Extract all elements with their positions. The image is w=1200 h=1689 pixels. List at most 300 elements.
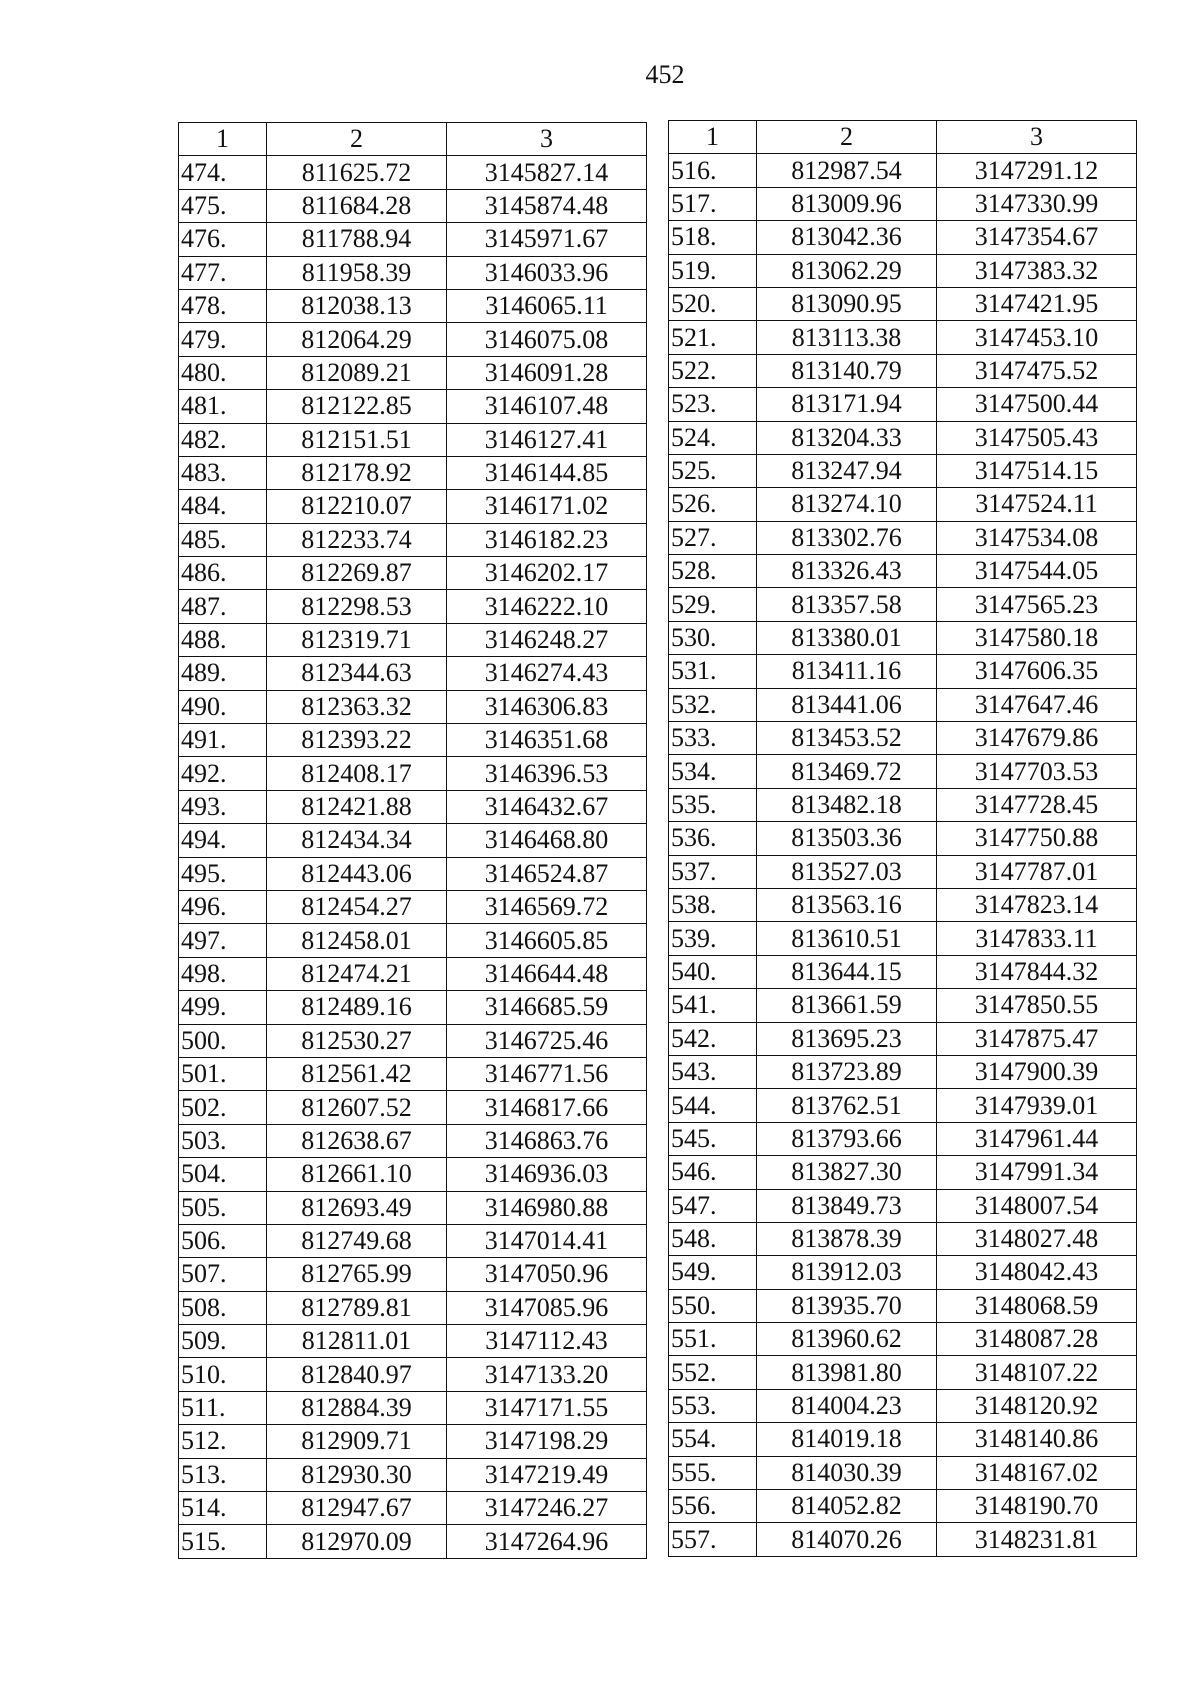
- x-coordinate-cell: 813793.66: [757, 1122, 937, 1155]
- coordinates-table-right: [668, 120, 1137, 1557]
- x-coordinate-cell: 812434.34: [267, 824, 447, 857]
- point-number-cell: 490.: [179, 690, 267, 723]
- table-row: [669, 989, 1137, 1022]
- table-row: [179, 1191, 647, 1224]
- x-coordinate-cell: 812210.07: [267, 490, 447, 523]
- y-coordinate-cell: 3148068.59: [937, 1289, 1137, 1322]
- x-coordinate-cell: 812811.01: [267, 1325, 447, 1358]
- y-coordinate-cell: 3146524.87: [447, 857, 647, 890]
- point-number-cell: 495.: [179, 857, 267, 890]
- y-coordinate-cell: 3147939.01: [937, 1089, 1137, 1122]
- column-header: 2: [757, 121, 937, 154]
- point-number-cell: 480.: [179, 356, 267, 389]
- column-header: 2: [267, 123, 447, 156]
- point-number-cell: 534.: [669, 755, 757, 788]
- point-number-cell: 550.: [669, 1289, 757, 1322]
- y-coordinate-cell: 3148231.81: [937, 1523, 1137, 1556]
- x-coordinate-cell: 812607.52: [267, 1091, 447, 1124]
- y-coordinate-cell: 3147823.14: [937, 888, 1137, 921]
- point-number-cell: 489.: [179, 657, 267, 690]
- table-row: [179, 1391, 647, 1424]
- point-number-cell: 540.: [669, 955, 757, 988]
- point-number-cell: 477.: [179, 256, 267, 289]
- table-row: [669, 254, 1137, 287]
- y-coordinate-cell: 3147330.99: [937, 187, 1137, 220]
- point-number-cell: 501.: [179, 1057, 267, 1090]
- table-row: [669, 1323, 1137, 1356]
- point-number-cell: 498.: [179, 957, 267, 990]
- x-coordinate-cell: 812930.30: [267, 1458, 447, 1491]
- y-coordinate-cell: 3147500.44: [937, 388, 1137, 421]
- y-coordinate-cell: 3146396.53: [447, 757, 647, 790]
- table-row: [669, 688, 1137, 721]
- y-coordinate-cell: 3147679.86: [937, 722, 1137, 755]
- y-coordinate-cell: 3146171.02: [447, 490, 647, 523]
- y-coordinate-cell: 3147264.96: [447, 1525, 647, 1558]
- table-row: [179, 456, 647, 489]
- table-row: [669, 321, 1137, 354]
- y-coordinate-cell: 3147844.32: [937, 955, 1137, 988]
- point-number-cell: 478.: [179, 289, 267, 322]
- table-row: [179, 189, 647, 222]
- x-coordinate-cell: 812443.06: [267, 857, 447, 890]
- y-coordinate-cell: 3147475.52: [937, 354, 1137, 387]
- x-coordinate-cell: 812064.29: [267, 323, 447, 356]
- x-coordinate-cell: 812693.49: [267, 1191, 447, 1224]
- point-number-cell: 483.: [179, 456, 267, 489]
- x-coordinate-cell: 812298.53: [267, 590, 447, 623]
- x-coordinate-cell: 812393.22: [267, 724, 447, 757]
- point-number-cell: 511.: [179, 1391, 267, 1424]
- point-number-cell: 520.: [669, 287, 757, 320]
- y-coordinate-cell: 3145971.67: [447, 223, 647, 256]
- point-number-cell: 488.: [179, 623, 267, 656]
- table-row: [669, 922, 1137, 955]
- table-row: [669, 388, 1137, 421]
- table-row: [669, 1389, 1137, 1422]
- x-coordinate-cell: 813960.62: [757, 1323, 937, 1356]
- table-row: [179, 223, 647, 256]
- table-row: [669, 755, 1137, 788]
- x-coordinate-cell: 813482.18: [757, 788, 937, 821]
- point-number-cell: 530.: [669, 621, 757, 654]
- table-row: [669, 354, 1137, 387]
- point-number-cell: 541.: [669, 989, 757, 1022]
- x-coordinate-cell: 812363.32: [267, 690, 447, 723]
- point-number-cell: 494.: [179, 824, 267, 857]
- y-coordinate-cell: 3146306.83: [447, 690, 647, 723]
- point-number-cell: 528.: [669, 555, 757, 588]
- x-coordinate-cell: 813644.15: [757, 955, 937, 988]
- point-number-cell: 503.: [179, 1124, 267, 1157]
- y-coordinate-cell: 3147875.47: [937, 1022, 1137, 1055]
- coordinates-table-left: [178, 122, 647, 1559]
- y-coordinate-cell: 3147171.55: [447, 1391, 647, 1424]
- point-number-cell: 521.: [669, 321, 757, 354]
- y-coordinate-cell: 3147534.08: [937, 521, 1137, 554]
- y-coordinate-cell: 3147014.41: [447, 1224, 647, 1257]
- y-coordinate-cell: 3147112.43: [447, 1325, 647, 1358]
- point-number-cell: 527.: [669, 521, 757, 554]
- x-coordinate-cell: 811684.28: [267, 189, 447, 222]
- x-coordinate-cell: 813357.58: [757, 588, 937, 621]
- x-coordinate-cell: 813380.01: [757, 621, 937, 654]
- table-row: [179, 690, 647, 723]
- point-number-cell: 499.: [179, 991, 267, 1024]
- point-number-cell: 531.: [669, 655, 757, 688]
- x-coordinate-cell: 812269.87: [267, 557, 447, 590]
- table-row: [179, 356, 647, 389]
- x-coordinate-cell: 811788.94: [267, 223, 447, 256]
- table-row: [669, 1356, 1137, 1389]
- point-number-cell: 535.: [669, 788, 757, 821]
- table-row: [179, 1024, 647, 1057]
- y-coordinate-cell: 3147750.88: [937, 822, 1137, 855]
- point-number-cell: 557.: [669, 1523, 757, 1556]
- point-number-cell: 553.: [669, 1389, 757, 1422]
- table-row: [179, 790, 647, 823]
- table-row: [179, 657, 647, 690]
- y-coordinate-cell: 3145874.48: [447, 189, 647, 222]
- y-coordinate-cell: 3148042.43: [937, 1256, 1137, 1289]
- table-row: [669, 421, 1137, 454]
- point-number-cell: 500.: [179, 1024, 267, 1057]
- y-coordinate-cell: 3147703.53: [937, 755, 1137, 788]
- x-coordinate-cell: 813274.10: [757, 488, 937, 521]
- x-coordinate-cell: 812840.97: [267, 1358, 447, 1391]
- point-number-cell: 507.: [179, 1258, 267, 1291]
- x-coordinate-cell: 813204.33: [757, 421, 937, 454]
- y-coordinate-cell: 3146107.48: [447, 390, 647, 423]
- table-row: [179, 924, 647, 957]
- table-row: [669, 1089, 1137, 1122]
- table-row: [669, 555, 1137, 588]
- table-row: [179, 323, 647, 356]
- point-number-cell: 523.: [669, 388, 757, 421]
- x-coordinate-cell: 813140.79: [757, 354, 937, 387]
- y-coordinate-cell: 3148087.28: [937, 1323, 1137, 1356]
- x-coordinate-cell: 813981.80: [757, 1356, 937, 1389]
- y-coordinate-cell: 3148190.70: [937, 1490, 1137, 1523]
- x-coordinate-cell: 812038.13: [267, 289, 447, 322]
- x-coordinate-cell: 812454.27: [267, 890, 447, 923]
- y-coordinate-cell: 3147833.11: [937, 922, 1137, 955]
- table-row: [179, 857, 647, 890]
- y-coordinate-cell: 3146182.23: [447, 523, 647, 556]
- table-row: [669, 1156, 1137, 1189]
- y-coordinate-cell: 3147787.01: [937, 855, 1137, 888]
- x-coordinate-cell: 813090.95: [757, 287, 937, 320]
- table-row: [669, 1490, 1137, 1523]
- x-coordinate-cell: 813661.59: [757, 989, 937, 1022]
- point-number-cell: 484.: [179, 490, 267, 523]
- y-coordinate-cell: 3145827.14: [447, 156, 647, 189]
- y-coordinate-cell: 3146863.76: [447, 1124, 647, 1157]
- y-coordinate-cell: 3146432.67: [447, 790, 647, 823]
- table-row: [179, 890, 647, 923]
- point-number-cell: 545.: [669, 1122, 757, 1155]
- point-number-cell: 543.: [669, 1055, 757, 1088]
- point-number-cell: 539.: [669, 922, 757, 955]
- x-coordinate-cell: 812178.92: [267, 456, 447, 489]
- point-number-cell: 493.: [179, 790, 267, 823]
- table-row: [669, 888, 1137, 921]
- point-number-cell: 514.: [179, 1492, 267, 1525]
- point-number-cell: 551.: [669, 1323, 757, 1356]
- y-coordinate-cell: 3146936.03: [447, 1158, 647, 1191]
- y-coordinate-cell: 3148140.86: [937, 1423, 1137, 1456]
- point-number-cell: 502.: [179, 1091, 267, 1124]
- x-coordinate-cell: 813469.72: [757, 755, 937, 788]
- table-row: [669, 588, 1137, 621]
- point-number-cell: 486.: [179, 557, 267, 590]
- table-row: [179, 1291, 647, 1324]
- point-number-cell: 548.: [669, 1222, 757, 1255]
- y-coordinate-cell: 3147524.11: [937, 488, 1137, 521]
- y-coordinate-cell: 3147421.95: [937, 287, 1137, 320]
- x-coordinate-cell: 812233.74: [267, 523, 447, 556]
- x-coordinate-cell: 812947.67: [267, 1492, 447, 1525]
- x-coordinate-cell: 813042.36: [757, 221, 937, 254]
- y-coordinate-cell: 3147050.96: [447, 1258, 647, 1291]
- point-number-cell: 481.: [179, 390, 267, 423]
- x-coordinate-cell: 813453.52: [757, 722, 937, 755]
- column-header: 1: [179, 123, 267, 156]
- y-coordinate-cell: 3147246.27: [447, 1492, 647, 1525]
- y-coordinate-cell: 3147291.12: [937, 154, 1137, 187]
- point-number-cell: 497.: [179, 924, 267, 957]
- point-number-cell: 476.: [179, 223, 267, 256]
- table-row: [179, 390, 647, 423]
- point-number-cell: 487.: [179, 590, 267, 623]
- point-number-cell: 533.: [669, 722, 757, 755]
- table-row: [669, 1022, 1137, 1055]
- x-coordinate-cell: 812530.27: [267, 1024, 447, 1057]
- y-coordinate-cell: 3146248.27: [447, 623, 647, 656]
- y-coordinate-cell: 3146644.48: [447, 957, 647, 990]
- x-coordinate-cell: 814030.39: [757, 1456, 937, 1489]
- y-coordinate-cell: 3147505.43: [937, 421, 1137, 454]
- point-number-cell: 474.: [179, 156, 267, 189]
- y-coordinate-cell: 3147544.05: [937, 555, 1137, 588]
- y-coordinate-cell: 3147354.67: [937, 221, 1137, 254]
- table-row: [669, 1423, 1137, 1456]
- y-coordinate-cell: 3146685.59: [447, 991, 647, 1024]
- y-coordinate-cell: 3147728.45: [937, 788, 1137, 821]
- x-coordinate-cell: 812421.88: [267, 790, 447, 823]
- y-coordinate-cell: 3148007.54: [937, 1189, 1137, 1222]
- y-coordinate-cell: 3146065.11: [447, 289, 647, 322]
- point-number-cell: 517.: [669, 187, 757, 220]
- x-coordinate-cell: 814052.82: [757, 1490, 937, 1523]
- y-coordinate-cell: 3146569.72: [447, 890, 647, 923]
- y-coordinate-cell: 3147580.18: [937, 621, 1137, 654]
- x-coordinate-cell: 813827.30: [757, 1156, 937, 1189]
- point-number-cell: 508.: [179, 1291, 267, 1324]
- point-number-cell: 526.: [669, 488, 757, 521]
- x-coordinate-cell: 813247.94: [757, 454, 937, 487]
- point-number-cell: 518.: [669, 221, 757, 254]
- column-header: 3: [937, 121, 1137, 154]
- point-number-cell: 536.: [669, 822, 757, 855]
- x-coordinate-cell: 812458.01: [267, 924, 447, 957]
- x-coordinate-cell: 812408.17: [267, 757, 447, 790]
- table-row: [179, 1091, 647, 1124]
- table-row: [669, 1055, 1137, 1088]
- table-row: [669, 822, 1137, 855]
- y-coordinate-cell: 3147647.46: [937, 688, 1137, 721]
- point-number-cell: 522.: [669, 354, 757, 387]
- table-row: [179, 957, 647, 990]
- x-coordinate-cell: 813695.23: [757, 1022, 937, 1055]
- table-header-row-right: [669, 121, 1137, 154]
- table-row: [669, 722, 1137, 755]
- x-coordinate-cell: 812344.63: [267, 657, 447, 690]
- point-number-cell: 549.: [669, 1256, 757, 1289]
- table-row: [179, 1158, 647, 1191]
- table-row: [179, 991, 647, 1024]
- table-row: [179, 523, 647, 556]
- x-coordinate-cell: 813878.39: [757, 1222, 937, 1255]
- x-coordinate-cell: 813912.03: [757, 1256, 937, 1289]
- point-number-cell: 492.: [179, 757, 267, 790]
- y-coordinate-cell: 3146817.66: [447, 1091, 647, 1124]
- x-coordinate-cell: 814070.26: [757, 1523, 937, 1556]
- table-row: [669, 154, 1137, 187]
- table-row: [179, 156, 647, 189]
- y-coordinate-cell: 3146127.41: [447, 423, 647, 456]
- x-coordinate-cell: 813935.70: [757, 1289, 937, 1322]
- table-row: [669, 955, 1137, 988]
- table-row: [179, 757, 647, 790]
- point-number-cell: 506.: [179, 1224, 267, 1257]
- table-row: [179, 1425, 647, 1458]
- table-row: [179, 490, 647, 523]
- point-number-cell: 537.: [669, 855, 757, 888]
- y-coordinate-cell: 3147991.34: [937, 1156, 1137, 1189]
- y-coordinate-cell: 3147085.96: [447, 1291, 647, 1324]
- x-coordinate-cell: 811958.39: [267, 256, 447, 289]
- point-number-cell: 504.: [179, 1158, 267, 1191]
- table-header-row-left: [179, 123, 647, 156]
- point-number-cell: 519.: [669, 254, 757, 287]
- table-body-right: [669, 121, 1137, 1557]
- table-row: [179, 724, 647, 757]
- table-row: [179, 423, 647, 456]
- x-coordinate-cell: 813302.76: [757, 521, 937, 554]
- table-row: [179, 623, 647, 656]
- table-row: [179, 1224, 647, 1257]
- x-coordinate-cell: 813171.94: [757, 388, 937, 421]
- y-coordinate-cell: 3147606.35: [937, 655, 1137, 688]
- table-row: [669, 221, 1137, 254]
- point-number-cell: 482.: [179, 423, 267, 456]
- x-coordinate-cell: 813062.29: [757, 254, 937, 287]
- x-coordinate-cell: 812151.51: [267, 423, 447, 456]
- y-coordinate-cell: 3147383.32: [937, 254, 1137, 287]
- column-header: 1: [669, 121, 757, 154]
- x-coordinate-cell: 812122.85: [267, 390, 447, 423]
- x-coordinate-cell: 812789.81: [267, 1291, 447, 1324]
- y-coordinate-cell: 3146725.46: [447, 1024, 647, 1057]
- y-coordinate-cell: 3147900.39: [937, 1055, 1137, 1088]
- table-row: [179, 1057, 647, 1090]
- point-number-cell: 496.: [179, 890, 267, 923]
- table-row: [669, 1289, 1137, 1322]
- page-number: 452: [645, 60, 685, 89]
- y-coordinate-cell: 3148107.22: [937, 1356, 1137, 1389]
- x-coordinate-cell: 812909.71: [267, 1425, 447, 1458]
- x-coordinate-cell: 812884.39: [267, 1391, 447, 1424]
- x-coordinate-cell: 813113.38: [757, 321, 937, 354]
- x-coordinate-cell: 813009.96: [757, 187, 937, 220]
- point-number-cell: 525.: [669, 454, 757, 487]
- x-coordinate-cell: 812489.16: [267, 991, 447, 1024]
- y-coordinate-cell: 3147219.49: [447, 1458, 647, 1491]
- point-number-cell: 529.: [669, 588, 757, 621]
- table-row: [179, 590, 647, 623]
- x-coordinate-cell: 813326.43: [757, 555, 937, 588]
- table-row: [669, 1456, 1137, 1489]
- x-coordinate-cell: 812089.21: [267, 356, 447, 389]
- x-coordinate-cell: 813723.89: [757, 1055, 937, 1088]
- x-coordinate-cell: 813762.51: [757, 1089, 937, 1122]
- point-number-cell: 491.: [179, 724, 267, 757]
- y-coordinate-cell: 3147961.44: [937, 1122, 1137, 1155]
- table-row: [179, 1258, 647, 1291]
- x-coordinate-cell: 813563.16: [757, 888, 937, 921]
- y-coordinate-cell: 3146771.56: [447, 1057, 647, 1090]
- x-coordinate-cell: 813610.51: [757, 922, 937, 955]
- x-coordinate-cell: 812474.21: [267, 957, 447, 990]
- x-coordinate-cell: 812319.71: [267, 623, 447, 656]
- point-number-cell: 532.: [669, 688, 757, 721]
- point-number-cell: 479.: [179, 323, 267, 356]
- x-coordinate-cell: 813849.73: [757, 1189, 937, 1222]
- table-row: [669, 855, 1137, 888]
- table-body-left: [179, 123, 647, 1559]
- y-coordinate-cell: 3147514.15: [937, 454, 1137, 487]
- table-row: [179, 1492, 647, 1525]
- y-coordinate-cell: 3148167.02: [937, 1456, 1137, 1489]
- point-number-cell: 556.: [669, 1490, 757, 1523]
- table-row: [179, 1124, 647, 1157]
- table-row: [669, 488, 1137, 521]
- column-header: 3: [447, 123, 647, 156]
- y-coordinate-cell: 3147850.55: [937, 989, 1137, 1022]
- point-number-cell: 505.: [179, 1191, 267, 1224]
- table-row: [179, 289, 647, 322]
- y-coordinate-cell: 3146222.10: [447, 590, 647, 623]
- point-number-cell: 546.: [669, 1156, 757, 1189]
- y-coordinate-cell: 3146605.85: [447, 924, 647, 957]
- table-row: [179, 256, 647, 289]
- y-coordinate-cell: 3147565.23: [937, 588, 1137, 621]
- y-coordinate-cell: 3148120.92: [937, 1389, 1137, 1422]
- y-coordinate-cell: 3146091.28: [447, 356, 647, 389]
- point-number-cell: 544.: [669, 1089, 757, 1122]
- table-row: [669, 454, 1137, 487]
- point-number-cell: 475.: [179, 189, 267, 222]
- table-row: [669, 788, 1137, 821]
- point-number-cell: 542.: [669, 1022, 757, 1055]
- y-coordinate-cell: 3146274.43: [447, 657, 647, 690]
- table-row: [669, 187, 1137, 220]
- x-coordinate-cell: 813441.06: [757, 688, 937, 721]
- point-number-cell: 547.: [669, 1189, 757, 1222]
- x-coordinate-cell: 812749.68: [267, 1224, 447, 1257]
- x-coordinate-cell: 813411.16: [757, 655, 937, 688]
